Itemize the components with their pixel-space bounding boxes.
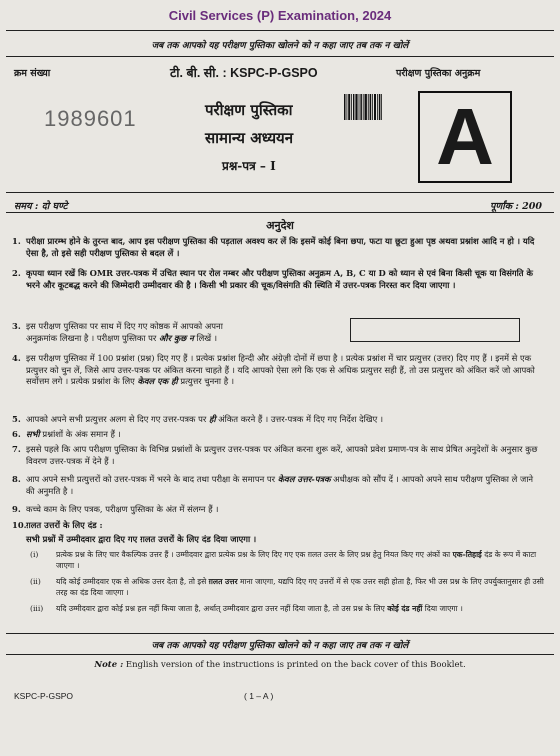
series-label: परीक्षण पुस्तिका अनुक्रम <box>396 68 481 79</box>
instruction-text: प्रश्नांशों के अंक समान हैं । <box>39 429 121 439</box>
instruction-emphasis: केवल एक ही <box>137 376 178 387</box>
penalty-rule-3 <box>30 604 545 615</box>
instruction-text: यदि उम्मीदवार द्वारा कोई प्रश्न हल नहीं किया जाता है, अर्थात् उम्मीदवार द्वारा उत्तर नहीं दिया जाता है, तो उस प्रश्न के लिए <box>56 604 388 613</box>
divider <box>6 30 554 31</box>
instruction-2 <box>12 268 544 291</box>
serial-number: 1989601 <box>44 106 137 131</box>
instruction-text: दंड के रूप में काटा जाएगा । <box>56 550 537 570</box>
booklet-title: परीक्षण पुस्तिका <box>205 101 293 119</box>
instruction-text: कच्चे काम के लिए पत्रक, परीक्षण पुस्तिका के अंत में संलग्न हैं । <box>26 504 219 514</box>
instruction-number: 9. <box>12 504 21 514</box>
footer-code: KSPC-P-GSPO <box>14 691 74 701</box>
instruction-4 <box>12 353 544 388</box>
instruction-text: माना जाएगा, यद्यपि दिए गए उत्तरों में से एक उत्तर सही होता है, फिर भी उस प्रश्न के लिए उपर्युक्तानुसार ही उसी तरह का दंड दिया जाएगा । <box>56 577 544 597</box>
instruction-text: अनुक्रमांक लिखना है । परीक्षण पुस्तिका पर <box>26 332 160 343</box>
instruction-text: प्रत्येक प्रश्नांश के लिए <box>70 376 138 387</box>
english-note <box>0 660 560 670</box>
paper-title: प्रश्न-पत्र – I <box>222 159 276 173</box>
instruction-emphasis: सभी <box>26 429 40 439</box>
divider <box>6 212 554 213</box>
barcode-icon <box>344 94 382 120</box>
instruction-number: 6. <box>12 429 21 439</box>
instruction-number: 3. <box>12 321 21 331</box>
instruction-text: इस परीक्षण पुस्तिका पर साथ में दिए गए कोष्ठक में आपको अपना <box>26 321 223 331</box>
penalty-rule-1 <box>30 550 545 571</box>
divider <box>6 633 554 634</box>
instruction-text: इस परीक्षण पुस्तिका में 100 प्रश्नांश (प्रश्न) दिए गए हैं । प्रत्येक प्रश्नांश हिन्दी और अंग्रेज़ी दोनों में छपा है । प्रत्येक प्रश्नांश में चार प्रत्युत्तर (उत्तर) दिए गए हैं । इनमें से एक प्रत्युत्तर को चुन लें, जिसे आप उत्तर-पत्रक पर अंकित करना चाहते हैं । यदि आपको ऐसा लगे कि एक से अधिक प्रत्युत्तर सही हैं, तो उस प्रत्युत्तर को अंकित करें जो आपको सर्वोत्तम लगे । <box>26 353 535 387</box>
divider <box>6 56 554 57</box>
subject-title: सामान्य अध्ययन <box>205 129 294 147</box>
instruction-1 <box>12 236 544 259</box>
instruction-number: 7. <box>12 444 21 454</box>
instruction-text: परीक्षा प्रारम्भ होने के तुरन्त बाद, आप इस परीक्षण पुस्तिका की पड़ताल अवश्य कर लें कि इसमें कोई बिना छपा, फटा या छूटा हुआ पृष्ठ अथवा प्रश्नांश आदि न हो । यदि ऐसा है, तो इसे सही परीक्षण पुस्तिका से बदल लें । <box>26 236 535 258</box>
instruction-emphasis: कोई दंड नहीं <box>387 604 423 613</box>
time-allowed: समय : दो घण्टे <box>14 201 68 212</box>
instruction-number: 1. <box>12 236 21 246</box>
instruction-number: 8. <box>12 474 21 484</box>
instruction-emphasis: एक-तिहाई <box>452 550 482 559</box>
instruction-emphasis: ही <box>209 414 216 424</box>
instruction-9 <box>12 504 544 516</box>
instruction-text: दिया जाएगा । <box>422 604 463 613</box>
instruction-text: सभी प्रश्नों में उम्मीदवार द्वारा दिए गए ग़लत उत्तरों के लिए दंड दिया जाएगा । <box>26 534 257 544</box>
instruction-emphasis: ग़लत उत्तर <box>208 577 238 586</box>
series-letter: A <box>436 92 494 181</box>
top-notice: जब तक आपको यह परीक्षण पुस्तिका खोलने को न कहा जाए तब तक न खोलें <box>151 41 409 51</box>
instruction-text: कृपया ध्यान रखें कि OMR उत्तर-पत्रक में उचित स्थान पर रोल नम्बर और परीक्षण पुस्तिका अनुक्रम A, B, C या D को ध्यान से एवं बिना किसी चूक या विसंगति के भरने और कूटबद्ध करने की जिम्मेदारी उम्मीदवार की है । किसी भी प्रकार की चूक/विसंगति की स्थिति में उत्तर-पत्रक निरस्त कर दिया जाएगा । <box>26 268 533 290</box>
instruction-8 <box>12 474 544 497</box>
instruction-text: ग़लत उत्तरों के लिए दंड : <box>26 520 103 530</box>
page-number: ( 1 – A ) <box>244 691 274 701</box>
instruction-7 <box>12 444 544 467</box>
note-text: English version of the instructions is printed on the back cover of this Booklet. <box>123 660 466 670</box>
divider <box>6 654 554 655</box>
instruction-text: आप अपने सभी प्रत्युत्तरों को उत्तर-पत्रक में भरने के बाद तथा परीक्षा के समापन पर <box>26 474 278 484</box>
sub-number: (iii) <box>30 604 44 613</box>
instruction-10 <box>12 520 544 532</box>
penalty-intro <box>12 534 544 546</box>
roll-number-box[interactable] <box>350 318 520 342</box>
sub-number: (i) <box>30 550 39 559</box>
bottom-notice: जब तक आपको यह परीक्षण पुस्तिका खोलने को न कहा जाए तब तक न खोलें <box>151 641 409 651</box>
instruction-number: 5. <box>12 414 21 424</box>
instruction-text: लिखें । <box>193 332 217 343</box>
instruction-text: अधीक्षक को सौंप दें । आपको अपने साथ परीक्षण पुस्तिका ले जाने की अनुमति है । <box>26 474 534 496</box>
serial-label: क्रम संख्या <box>14 68 51 79</box>
instruction-6 <box>12 429 544 441</box>
instruction-text: यदि कोई उम्मीदवार एक से अधिक उत्तर देता है, तो इसे <box>56 577 209 586</box>
instruction-text: आपको अपने सभी प्रत्युत्तर अलग से दिए गए उत्तर-पत्रक पर <box>26 414 209 424</box>
instruction-text: इससे पहले कि आप परीक्षण पुस्तिका के विभिन्न प्रश्नांशों के प्रत्युत्तर उत्तर-पत्रक पर अंकित करना शुरू करें, आपको प्रवेश प्रमाण-पत्र के साथ प्रेषित अनुदेशों के अनुसार कुछ विवरण उत्तर-पत्रक में देने हैं । <box>26 444 538 466</box>
maximum-marks: पूर्णांक : 200 <box>490 201 542 212</box>
sub-number: (ii) <box>30 577 41 586</box>
instruction-emphasis: और कुछ न <box>159 332 194 343</box>
instruction-5 <box>12 414 544 426</box>
instruction-number: 2. <box>12 268 21 278</box>
series-letter-box <box>418 91 512 183</box>
instruction-number: 10. <box>12 520 27 530</box>
instruction-number: 4. <box>12 353 21 363</box>
instructions-heading: अनुदेश <box>266 219 294 232</box>
instruction-3 <box>12 321 342 344</box>
instruction-text: प्रत्युत्तर चुनना है । <box>177 376 235 387</box>
instruction-text: अंकित करने हैं । उत्तर-पत्रक में दिए गए निर्देश देखिए । <box>215 414 384 424</box>
exam-title: Civil Services (P) Examination, 2024 <box>168 8 392 23</box>
booklet-code: टी. बी. सी. : KSPC-P-GSPO <box>170 66 318 80</box>
divider <box>6 192 554 193</box>
note-label: Note : <box>94 660 124 670</box>
instruction-emphasis: केवल उत्तर-पत्रक <box>277 474 331 484</box>
penalty-rule-2 <box>30 577 545 598</box>
instruction-text: प्रत्येक प्रश्न के लिए चार वैकल्पिक उत्तर हैं । उम्मीदवार द्वारा प्रत्येक प्रश्न के लिए दिए गए एक ग़लत उत्तर के लिए प्रश्न हेतु नियत किए गए अंकों का <box>56 550 453 559</box>
